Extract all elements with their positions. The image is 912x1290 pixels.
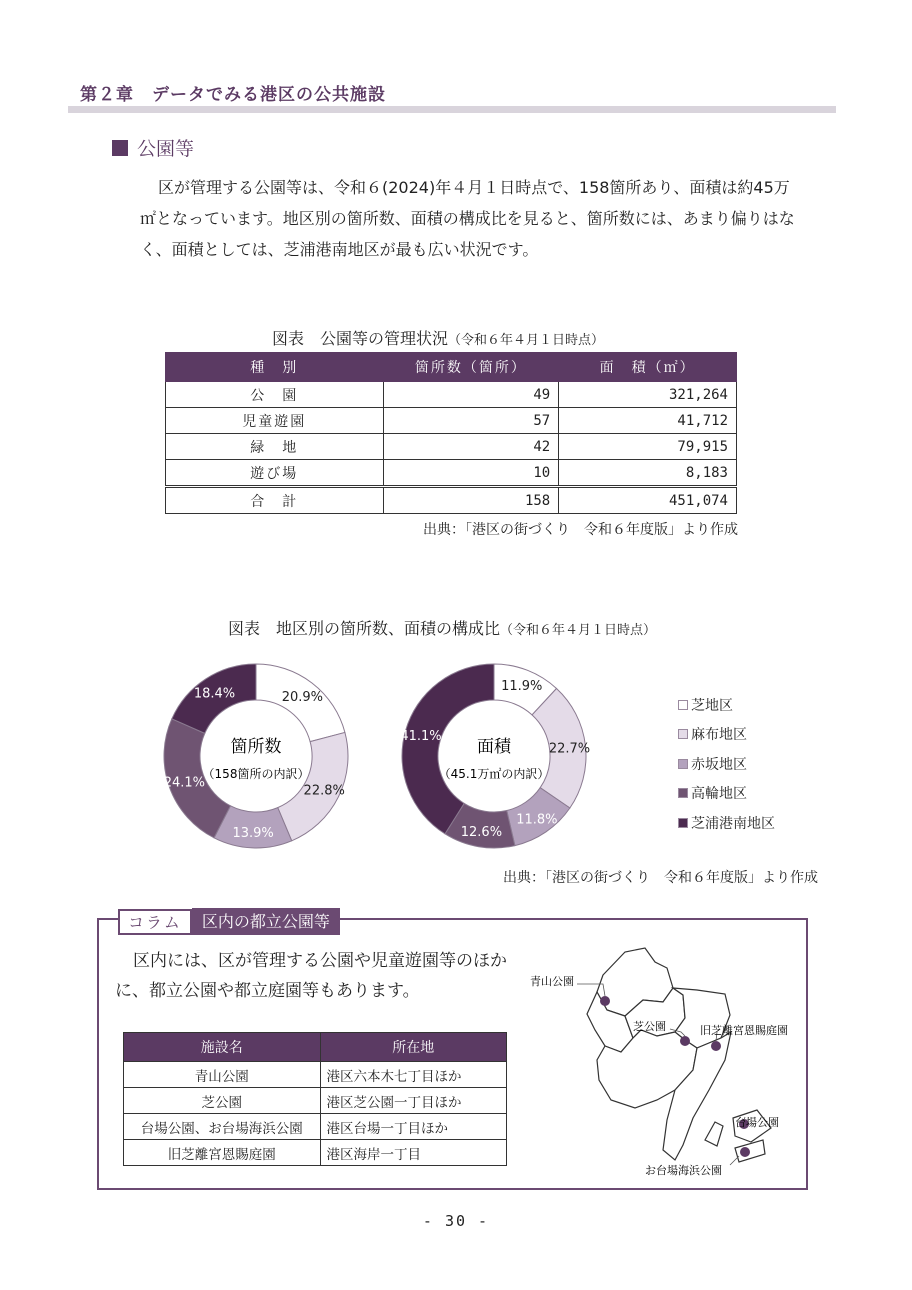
table-total-row [166, 487, 737, 514]
map-label-odaiba: お台場海浜公園 [645, 1164, 722, 1177]
donut-label: 11.8% [516, 812, 558, 828]
legend-label: 芝浦港南地区 [691, 815, 775, 832]
donut-center-title: 面積 [477, 737, 511, 757]
donut-count-chart [164, 664, 348, 848]
donut-label: 13.9% [232, 825, 274, 841]
donut-label: 22.8% [303, 783, 345, 799]
header-area: 面 積（㎡） [559, 353, 737, 382]
cell-location: 港区海岸一丁目 [320, 1140, 507, 1166]
cell-facility: 青山公園 [124, 1062, 321, 1088]
intro-paragraph: 区が管理する公園等は、令和６(2024)年４月１日時点で、158箇所あり、面積は約45万㎡となっています。地区別の箇所数、面積の構成比を見ると、箇所数には、あまり偏りはなく、面積としては、芝浦港南地区が最も広い状況です。 [140, 178, 795, 259]
aoyama-park-marker [600, 996, 610, 1006]
minato-map [525, 940, 800, 1180]
legend-swatch [678, 818, 688, 828]
square-bullet-icon [112, 140, 128, 156]
odaiba-seaside-park-marker [740, 1147, 750, 1157]
cell-area: 41,712 [559, 408, 737, 434]
kyu-shiba-rikyu-marker [711, 1041, 721, 1051]
donut-area-chart [400, 664, 590, 848]
table-row [124, 1140, 507, 1166]
figure2-caption-title: 図表 地区別の箇所数、面積の構成比 [228, 619, 501, 638]
legend-swatch [678, 729, 688, 739]
donut-center-title: 箇所数 [230, 737, 282, 757]
table-row [166, 382, 737, 408]
cell-area: 79,915 [559, 434, 737, 460]
cell-type: 児童遊園 [166, 408, 384, 434]
legend-label: 芝地区 [691, 697, 733, 714]
legend-item [678, 690, 775, 720]
column-title: 区内の都立公園等 [192, 908, 340, 935]
cell-count: 57 [383, 408, 559, 434]
table-row [166, 460, 737, 487]
header-count: 箇所数（箇所） [383, 353, 559, 382]
donut-label: 22.7% [548, 741, 591, 757]
chapter-rule [68, 106, 836, 113]
donut-label: 11.9% [501, 679, 543, 695]
table1-source: 出典：「港区の街づくり 令和６年度版」より作成 [423, 522, 738, 538]
metro-park-table [123, 1032, 507, 1166]
table1-caption-title: 図表 公園等の管理状況 [272, 329, 449, 348]
figure2-caption-note: （令和６年４月１日時点） [500, 623, 657, 638]
column-label: コラム [118, 909, 192, 935]
table1-caption-note: （令和６年４月１日時点） [448, 333, 605, 348]
cell-area: 321,264 [559, 382, 737, 408]
cell-facility: 芝公園 [124, 1088, 321, 1114]
cell-type: 遊び場 [166, 460, 384, 487]
cell-location: 港区六本木七丁目ほか [320, 1062, 507, 1088]
legend-swatch [678, 700, 688, 710]
donut-label: 18.4% [193, 686, 236, 702]
cell-total-label: 合 計 [166, 487, 384, 514]
cell-count: 10 [383, 460, 559, 487]
cell-type: 公 園 [166, 382, 384, 408]
table-row [124, 1114, 507, 1140]
cell-area: 8,183 [559, 460, 737, 487]
park-management-table [165, 352, 737, 514]
legend-swatch [678, 759, 688, 769]
section-heading [112, 134, 194, 161]
legend-item [678, 720, 775, 750]
donut-charts [150, 650, 670, 865]
donut-center-subtitle: （45.1万㎡の内訳） [438, 767, 550, 781]
cell-count: 49 [383, 382, 559, 408]
cell-total-count: 158 [383, 487, 559, 514]
map-label-shiba: 芝公園 [633, 1020, 666, 1033]
section-heading-text: 公園等 [137, 138, 195, 160]
figure2-caption [228, 616, 656, 639]
chapter-title: 第２章 データでみる港区の公共施設 [80, 85, 386, 105]
donut-label: 24.1% [163, 775, 206, 791]
cell-facility: 台場公園、お台場海浜公園 [124, 1114, 321, 1140]
legend-swatch [678, 788, 688, 798]
table-header-row [124, 1033, 507, 1062]
table-row [166, 434, 737, 460]
table-row [166, 408, 737, 434]
map-label-kyu-shiba: 旧芝離宮恩賜庭園 [700, 1024, 788, 1037]
legend-label: 麻布地区 [691, 727, 747, 744]
cell-count: 42 [383, 434, 559, 460]
cell-location: 港区芝公園一丁目ほか [320, 1088, 507, 1114]
donut-label: 41.1% [400, 728, 442, 744]
column-tab [118, 909, 340, 935]
donut-center-subtitle: （158箇所の内訳） [202, 767, 310, 781]
page-number: - 30 - [422, 1212, 490, 1230]
legend-label: 赤坂地区 [691, 756, 747, 773]
header-facility: 施設名 [124, 1033, 321, 1062]
donut-label: 20.9% [281, 689, 324, 705]
map-label-daiba: 台場公園 [735, 1116, 779, 1129]
table1-caption [272, 326, 604, 349]
legend-label: 高輪地区 [691, 786, 747, 803]
header-type: 種 別 [166, 353, 384, 382]
table-row [124, 1062, 507, 1088]
legend-item [678, 808, 775, 838]
map-district-outlines [587, 948, 771, 1162]
cell-facility: 旧芝離宮恩賜庭園 [124, 1140, 321, 1166]
cell-total-area: 451,074 [559, 487, 737, 514]
donut-label: 12.6% [460, 824, 503, 840]
shiba-park-marker [680, 1036, 690, 1046]
table-header-row [166, 353, 737, 382]
map-label-aoyama: 青山公園 [530, 975, 574, 988]
legend-item [678, 749, 775, 779]
column-text: 区内には、区が管理する公園や児童遊園等のほかに、都立公園や都立庭園等もあります。 [115, 951, 507, 1001]
table-row [124, 1088, 507, 1114]
header-location: 所在地 [320, 1033, 507, 1062]
cell-type: 緑 地 [166, 434, 384, 460]
figure2-source: 出典：「港区の街づくり 令和６年度版」より作成 [503, 870, 818, 886]
legend-item [678, 779, 775, 809]
chart-legend [678, 690, 775, 838]
cell-location: 港区台場一丁目ほか [320, 1114, 507, 1140]
